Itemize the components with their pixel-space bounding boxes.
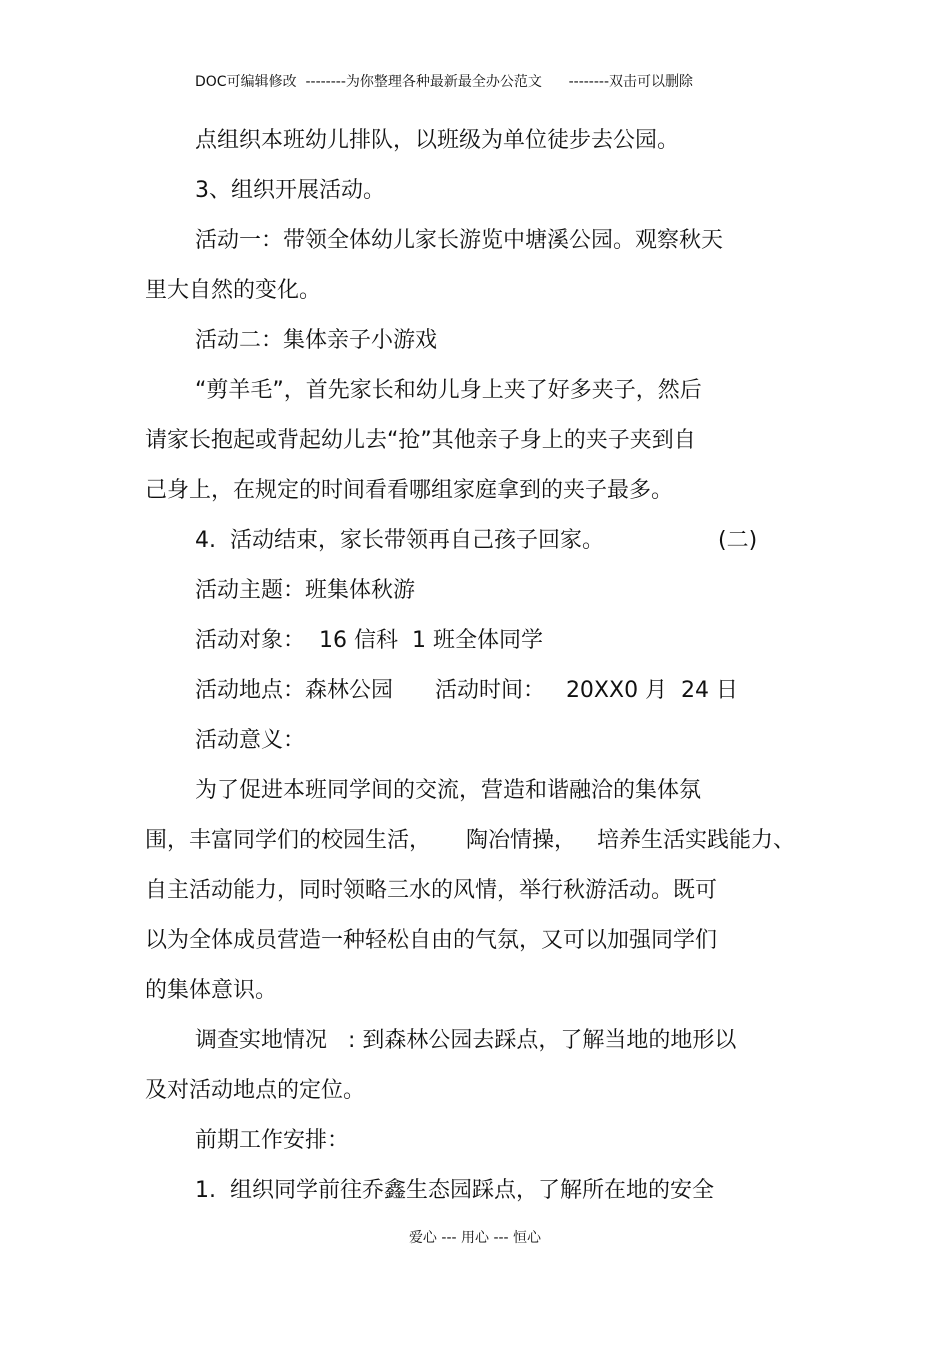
text-line: 的集体意识。 xyxy=(145,978,278,1003)
text-line: “剪羊毛”，首先家长和幼儿身上夹了好多夹子，然后 xyxy=(195,378,702,403)
text-line: 活动主题：班集体秋游 xyxy=(195,578,416,603)
text-line: 请家长抱起或背起幼儿去“抢”其他亲子身上的夹子夹到自 xyxy=(145,428,696,453)
text-line: 点组织本班幼儿排队，以班级为单位徒步去公园。 xyxy=(195,128,680,153)
text-line: 活动地点：森林公园 活动时间： 20XX0 月 24 日 xyxy=(195,678,739,703)
text-line: 活动二：集体亲子小游戏 xyxy=(195,328,438,353)
text-line: 己身上，在规定的时间看看哪组家庭拿到的夹子最多。 xyxy=(145,478,674,503)
text-line: 活动意义： xyxy=(195,728,306,753)
text-line: 前期工作安排： xyxy=(195,1128,350,1153)
text-line: 3、组织开展活动。 xyxy=(195,178,385,203)
text-line: 以为全体成员营造一种轻松自由的气氛，又可以加强同学们 xyxy=(145,928,718,953)
text-line: 里大自然的变化。 xyxy=(145,278,322,303)
text-line: 为了促进本班同学间的交流，营造和谐融洽的集体氛 xyxy=(195,778,702,803)
text-line: 自主活动能力，同时领略三水的风情，举行秋游活动。既可 xyxy=(145,878,718,903)
page-footer: 爱心 --- 用心 --- 恒心 xyxy=(408,1230,542,1246)
section-number: (二) xyxy=(718,528,758,553)
text-line: 4. 活动结束，家长带领再自己孩子回家。 xyxy=(195,528,604,553)
text-line: 1. 组织同学前往乔鑫生态园踩点，了解所在地的安全 xyxy=(195,1178,714,1203)
text-line: 及对活动地点的定位。 xyxy=(145,1078,366,1103)
text-line: 活动对象： 16 信科 1 班全体同学 xyxy=(195,628,543,653)
page-header: DOC可编辑修改 --------为你整理各种最新最全办公范文 --------双击可以删除 xyxy=(195,74,694,90)
text-line: 围，丰富同学们的校园生活， 陶冶情操， 培养生活实践能力、 xyxy=(145,828,795,853)
text-line: 调查实地情况 : 到森林公园去踩点，了解当地的地形以 xyxy=(195,1028,737,1053)
text-line: 活动一：带领全体幼儿家长游览中塘溪公园。观察秋天 xyxy=(195,228,724,253)
